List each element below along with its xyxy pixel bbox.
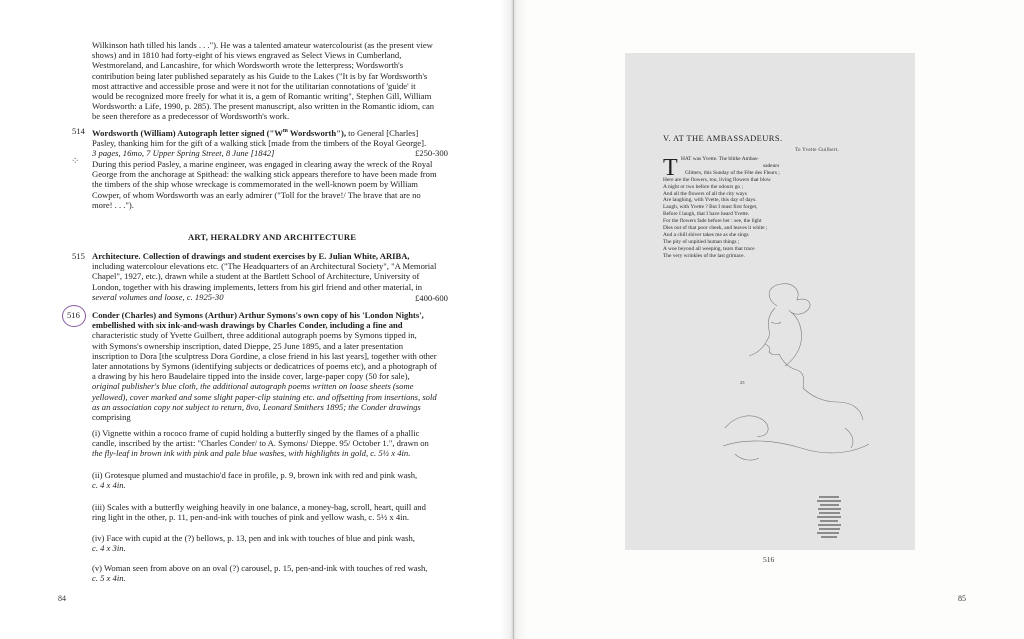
poem-text: [663, 156, 833, 260]
text-line: ring light in the other, p. 11, pen-and-ink with touches of pink and yellow wash, c. 5½ x 4in.: [92, 512, 410, 523]
lot-details: several volumes and loose, c. 1925-30: [92, 291, 224, 302]
poem-title: V. AT THE AMBASSADEURS.: [663, 133, 783, 143]
plate-caption: 516: [763, 555, 775, 564]
poem-line: Dies out of that poor cheek, and leaves it white ;: [663, 225, 768, 232]
drawing-item: [92, 502, 455, 522]
drawing-item: [92, 428, 455, 459]
drawing-item: [92, 470, 455, 490]
lot-514-price: £250-300: [415, 148, 448, 158]
lot-heading-rest: to General [Charles]: [345, 127, 419, 138]
text-line: (iii) Scales with a butterfly weighing heavily in one balance, a money-bag, scroll, heart, quill and: [92, 502, 426, 512]
lot-heading: Conder (Charles) and Symons (Arthur) Arthur Symons's own copy of his 'London Nights',: [92, 310, 424, 320]
lot-heading-sup: m: [282, 128, 288, 134]
text-line: most attractive and accessible prose and were it not for the utilitarian connotations of 'guide' it: [92, 80, 416, 91]
text-line: would be recognized more freely for what it is, a gem of Romantic writing", Stephen Gill, William: [92, 91, 432, 102]
text-line: c. 5 x 4in.: [92, 573, 126, 584]
text-line: Westmoreland, and Lancashire, for which Wordsworth wrote the letterpress; Wordsworth's: [92, 60, 404, 71]
text-line: comprising: [92, 412, 131, 423]
text-line: During this period Pasley, a marine engineer, was engaged in clearing away the wreck of the Royal: [92, 159, 433, 169]
text-line: as an association copy not subject to return, 8vo, Leonard Smithers 1895; the Conder drawings: [92, 401, 421, 412]
poem-line: sadeurs: [763, 162, 780, 169]
lot-514-entry: [92, 126, 455, 158]
text-line: Wordsworth: a Life, 1990, p. 285). The present manuscript, also written in the Romantic idiom, can: [92, 101, 435, 112]
text-line: Cowper, of whom Wordsworth was an early admirer ("Toll for the brave!/ The brave that are no: [92, 189, 421, 200]
text-line: be seen therefore as a predecessor of Wordsworth's work.: [92, 111, 290, 122]
text-line: c. 4 x 3in.: [92, 543, 126, 554]
text-line: characteristic study of Yvette Guilbert, three additional autograph poems by Symons tipped in,: [92, 330, 417, 341]
lot-heading: embellished with six ink-and-wash drawings by Charles Conder, including a fine and: [92, 320, 403, 331]
page-number-right: 85: [958, 594, 966, 603]
lot-515-price: £400-600: [415, 293, 448, 303]
page-number-left: 84: [58, 594, 66, 603]
plate-content: [625, 53, 915, 550]
lot-number: 514: [72, 126, 85, 136]
text-line: original publisher's blue cloth, the additional autograph poems written on loose sheets (some: [92, 381, 414, 392]
poem-line: And a chill shiver takes me as she sings: [663, 231, 749, 238]
lot-heading: Architecture. Collection of drawings and student exercises by E. Julian White, ARIBA,: [92, 251, 410, 261]
section-heading: ART, HERALDRY AND ARCHITECTURE: [188, 232, 357, 242]
drop-cap: T: [663, 155, 678, 181]
poem-line: A woe beyond all weeping, tears that trace: [663, 245, 755, 252]
text-line: more! . . .").: [92, 199, 134, 210]
text-line: later annotations by Symons (identifying subjects or dedicatrices of poems etc), and a photograph of: [92, 361, 437, 372]
lot-514-note: [92, 159, 455, 210]
text-line: including watercolour elevations etc. ("The Headquarters of an Architectural Society", "A Memorial: [92, 261, 437, 272]
poem-line: Glitters, this Sunday of the Fête des Fleurs ;: [685, 169, 780, 176]
text-line: Pasley, thanking him for the gift of a walking stick [made from the timbers of the Royal George].: [92, 138, 427, 149]
poem-line: A night or two before the odours go ;: [663, 183, 743, 190]
text-line: (ii) Grotesque plumed and mustachio'd face in profile, p. 9, brown ink with red and pink wash,: [92, 470, 418, 480]
text-line: (i) Vignette within a rococo frame of cupid holding a butterfly singed by the flames of a phallic: [92, 428, 420, 438]
text-line: Wilkinson hath tilled his lands . . ."). He was a talented amateur watercolourist (as the present view: [92, 40, 433, 50]
poem-line: HAT was Yvette. The blithe Ambas-: [681, 156, 759, 162]
illustration-plate: [625, 53, 915, 550]
lot-number: 516: [67, 310, 80, 320]
text-line: Chapel", 1927, etc.), drawn while a student at the Bartlett School of Architecture, University of: [92, 271, 420, 282]
poem-line: Laugh, with Yvette ? But I must first forget,: [663, 204, 758, 211]
text-line: contribution being later published separately as his Guide to the Lakes ("It is by far Wordsworth's: [92, 70, 428, 81]
lot-number: 515: [72, 251, 85, 261]
drawing-item: [92, 563, 455, 583]
text-line: the timbers of the ship whose wreckage is commemorated in the well-known poem by William: [92, 179, 418, 190]
poem-line: For the flowers fade before her : see, the light: [663, 218, 762, 225]
text-line: (iv) Face with cupid at the (?) bellows, p. 13, pen and ink with touches of blue and pink wash,: [92, 533, 415, 543]
book-page-number: 25: [740, 380, 745, 385]
text-line: with Symons's ownership inscription, dated Dieppe, 25 June 1895, and a later presentation: [92, 340, 404, 351]
text-line: George from the anchorage at Spithead: the walking stick appears therefore to have been made from: [92, 169, 437, 180]
annotation-dots: ⁘: [71, 156, 80, 167]
text-line: inscription to Dora [the sculptress Dora Gordine, a close friend in his last years], together with other: [92, 350, 437, 361]
poem-line: Are laughing, with Yvette, this day of days.: [663, 197, 757, 204]
drawing-item: [92, 533, 455, 553]
lot-516-entry: [92, 310, 455, 422]
text-line: candle, inscribed by the artist: "Charles Conder/ to A. Symons/ Dieppe. 95/ October 1.", drawn on: [92, 438, 429, 449]
text-line: London, together with his drawing implements, letters from his girl friend and other material, in: [92, 281, 423, 292]
lot-details: 3 pages, 16mo, 7 Upper Spring Street, 8 June [1842]: [92, 148, 275, 159]
lot-515-entry: [92, 251, 455, 302]
poem-line: The pity of unpitied human things ;: [663, 238, 740, 245]
text-line: a drawing by his hero Baudelaire tipped into the inside cover, large-paper copy (50 for sale),: [92, 371, 410, 382]
lot-heading-end: Wordsworth"),: [287, 127, 346, 138]
lot-heading-line: [92, 126, 455, 138]
poem-line: And all the flowers of all the city ways: [663, 190, 747, 197]
text-line: yellowed), cover marked and some slight paper-clip staining etc. and offsetting from insertions, sold: [92, 391, 437, 402]
text-line: (v) Woman seen from above on an oval (?) carousel, p. 15, pen-and-ink with touches of red wash,: [92, 563, 428, 573]
signature-scribble: [815, 493, 845, 543]
lot-heading: Wordsworth (William) Autograph letter signed ("W: [92, 127, 283, 138]
intro-paragraph: [92, 40, 455, 122]
poem-line: Here are the flowers, too, living flowers that blow: [663, 176, 771, 183]
spine-fold: [513, 0, 514, 639]
text-line: the fly-leaf in brown ink with pink and pale blue washes, with highlights in gold, c. 5½ x 4in.: [92, 448, 411, 459]
poem-dedication: To Yvette Guilbert.: [795, 148, 839, 153]
poem-line: Before I laugh, that I have heard Yvette.: [663, 211, 750, 218]
text-line: c. 4 x 4in.: [92, 480, 126, 491]
yvette-sketch: [705, 278, 885, 478]
poem-line: The very wrinkles of the last grimace.: [663, 252, 745, 259]
text-line: shows) and in 1810 had forty-eight of his views engraved as Select Views in Cumberland,: [92, 50, 402, 61]
